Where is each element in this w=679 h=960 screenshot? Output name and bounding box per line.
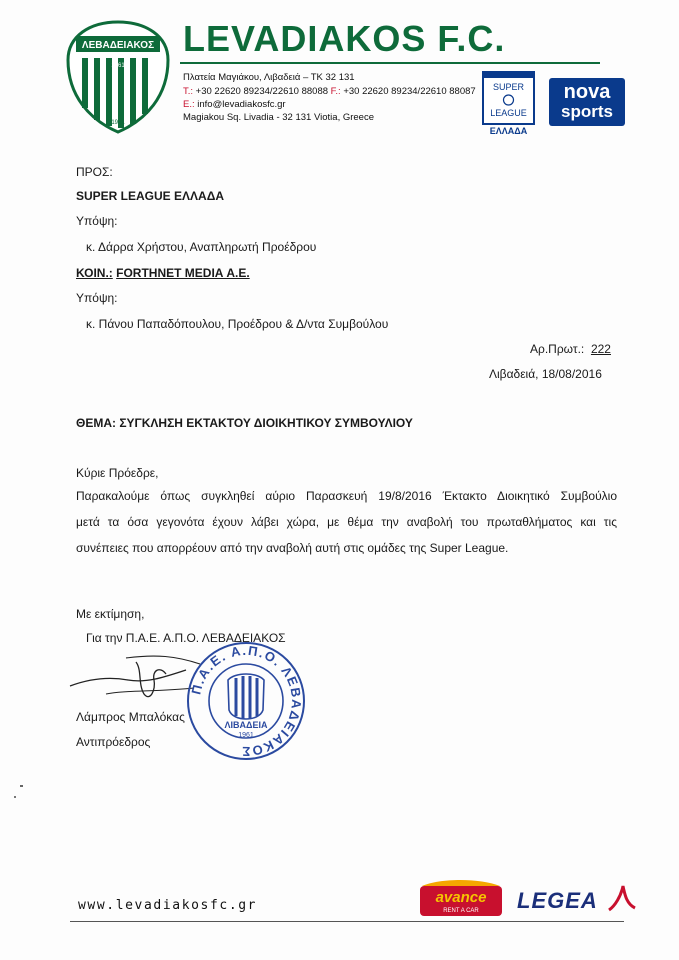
- header-divider: [180, 62, 600, 64]
- website-url: www.levadiakosfc.gr: [78, 898, 258, 913]
- cc-prefix: ΚΟΙΝ.:: [76, 266, 113, 280]
- recipient-main: SUPER LEAGUE ΕΛΛΑΔΑ: [76, 189, 224, 203]
- email-address: info@levadiakosfc.gr: [197, 99, 286, 110]
- superleague-logo: [481, 70, 536, 136]
- to-label: ΠΡΟΣ:: [76, 165, 113, 179]
- legea-swoosh-icon: [603, 884, 637, 914]
- scan-speck: [20, 785, 23, 787]
- avance-text: avance: [435, 889, 487, 906]
- cc-recipient: FORTHNET MEDIA Α.Ε.: [116, 266, 250, 280]
- body-line-3: συνέπειες που απορρέουν από την αναβολή αυτή στις ομάδες της Super League.: [76, 541, 509, 555]
- legea-sponsor-logo: LEGEA: [517, 888, 598, 913]
- email-label: E.:: [183, 99, 195, 110]
- avance-sponsor-logo: [420, 880, 502, 916]
- superleague-word1: SUPER: [492, 82, 525, 92]
- stamp-center-text: ΛΙΒΑΔΕΙΑ: [224, 720, 268, 730]
- fax-number: +30 22620 89234/22610 88087: [343, 86, 476, 97]
- nova-text: nova: [563, 81, 611, 103]
- stamp-ring-text: Π.Α.Ε. Α.Π.Ο. ΛΕΒΑΔΕΙΑΚΟΣ: [188, 642, 305, 760]
- closing: Με εκτίμηση,: [76, 607, 145, 621]
- attention-label-2: Υπόψη:: [76, 291, 118, 305]
- club-name: LEVADIAKOS F.C.: [183, 18, 506, 59]
- body-line-1: Παρακαλούμε όπως συγκληθεί αύριο Παρασκευή 19/8/2016 Έκτακτο Διοικητικό Συμβούλιο: [76, 489, 617, 503]
- body-line-2: μετά τα όσα γεγονότα έχουν λάβει χώρα, με θέμα την αναβολή του πρωταθλήματος και τις: [76, 515, 617, 529]
- crest-year-bottom: 1961: [111, 120, 125, 126]
- attention-person: κ. Δάρρα Χρήστου, Αναπληρωτή Προέδρου: [86, 240, 317, 254]
- email-line: [183, 99, 286, 110]
- footer-divider: [70, 921, 624, 922]
- superleague-word2: LEAGUE: [490, 108, 527, 118]
- avance-subtext: RENT A CAR: [443, 908, 479, 914]
- sports-text: sports: [561, 102, 613, 121]
- phone-label: T.:: [183, 86, 194, 97]
- superleague-word3: ΕΛΛΑΔΑ: [489, 126, 528, 136]
- scan-speck: [14, 796, 16, 798]
- attention-person-2: κ. Πάνου Παπαδόπουλου, Προέδρου & Δ/ντα Συμβούλου: [86, 317, 389, 331]
- subject-line: ΘΕΜΑ: ΣΥΓΚΛΗΣΗ ΕΚΤΑΚΤΟΥ ΔΙΟΙΚΗΤΙΚΟΥ ΣΥΜΒΟΥΛΙΟΥ: [76, 416, 413, 430]
- place-date: Λιβαδειά, 18/08/2016: [489, 367, 602, 381]
- address-english: Magiakou Sq. Livadia - 32 131 Viotia, Greece: [183, 112, 374, 123]
- protocol-number: 222: [590, 342, 611, 356]
- official-stamp: [185, 640, 307, 762]
- crest-year-top: 1961: [111, 63, 125, 69]
- club-crest-logo: [66, 20, 170, 134]
- protocol-line: [530, 342, 611, 356]
- signer-title: Αντιπρόεδρος: [76, 735, 151, 749]
- attention-label: Υπόψη:: [76, 214, 118, 228]
- crest-text: ΛΕΒΑΔΕΙΑΚΟΣ: [81, 40, 155, 51]
- protocol-label: Αρ.Πρωτ.:: [530, 342, 585, 356]
- salutation: Κύριε Πρόεδρε,: [76, 466, 159, 480]
- cc-line: [76, 266, 250, 280]
- stamp-year: 1961: [238, 732, 254, 739]
- phone-fax-line: [183, 86, 476, 97]
- phone-number: +30 22620 89234/22610 88088: [195, 86, 329, 97]
- fax-label: F.:: [330, 86, 341, 97]
- signer-name: Λάμπρος Μπαλόκας: [76, 710, 185, 724]
- on-behalf-of: Για την Π.Α.Ε. Α.Π.Ο. ΛΕΒΑΔΕΙΑΚΟΣ: [86, 631, 286, 645]
- nova-sports-logo: [549, 78, 625, 126]
- address-greek: Πλατεία Μαγιάκου, Λιβαδειά – ΤΚ 32 131: [183, 72, 355, 83]
